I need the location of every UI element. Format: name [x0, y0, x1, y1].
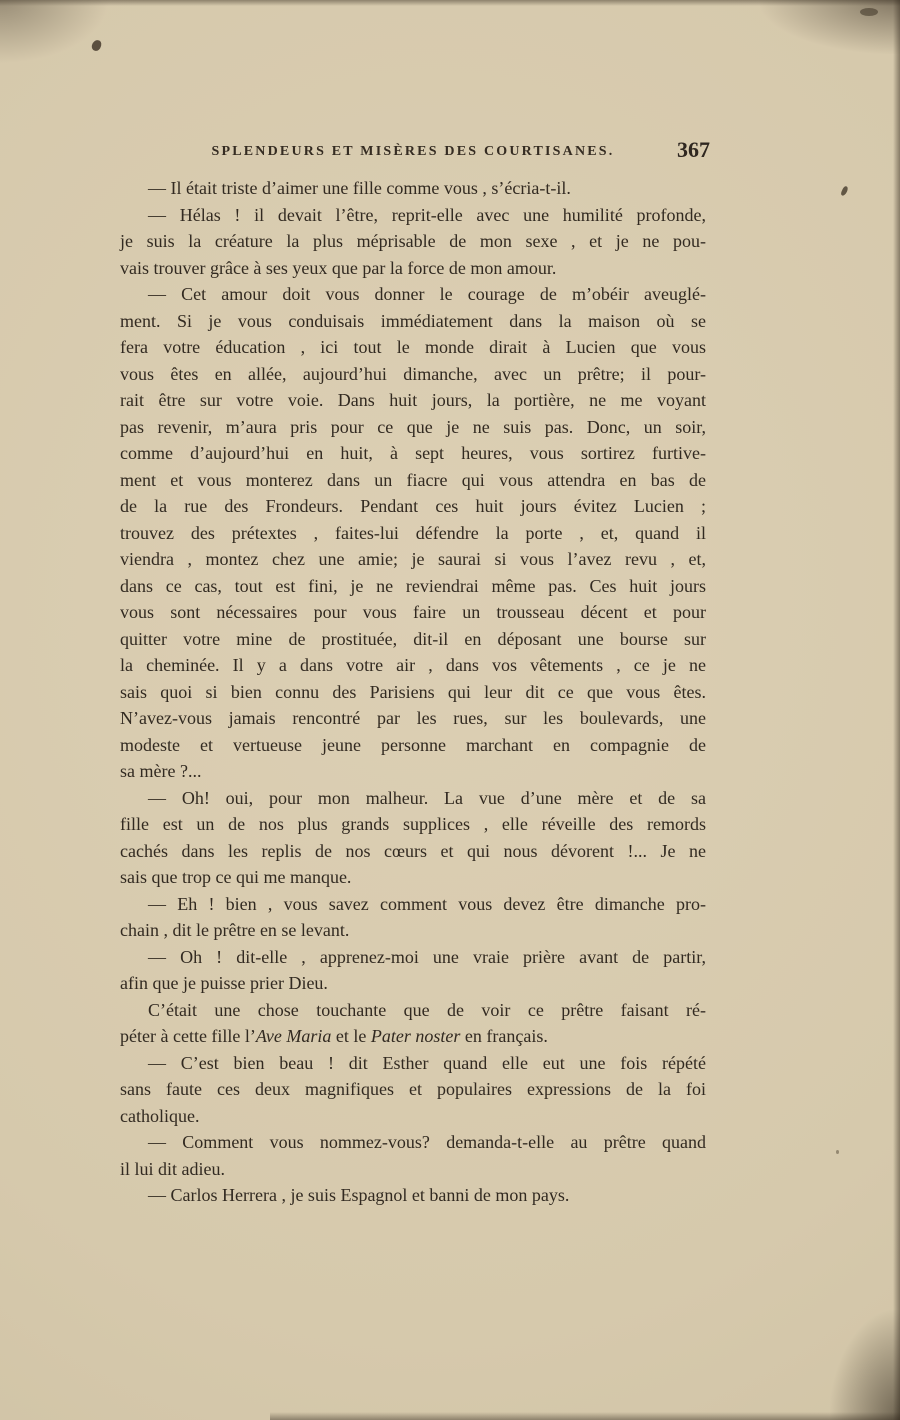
italic-text: Ave Maria [255, 1026, 332, 1046]
scan-edge-top [0, 0, 900, 6]
paragraph [120, 202, 706, 282]
text-line [120, 705, 706, 732]
text-segment: catholique. [120, 1105, 200, 1126]
text-segment: — Cet amour doit vous donner le courage de m’obéir aveuglé- [148, 284, 706, 304]
text-line [120, 1182, 706, 1209]
text-segment: — Comment vous nommez-vous? demanda-t-elle au prêtre quand [148, 1132, 706, 1152]
running-head [120, 137, 710, 166]
paragraph [120, 1129, 706, 1182]
page-content [120, 137, 710, 1209]
ink-speck [836, 1150, 839, 1154]
text-line [120, 1023, 706, 1050]
text-segment: quitter votre mine de prostituée, dit-il en déposant une bourse sur [120, 628, 706, 649]
text-segment: sais quoi si bien connu des Parisiens qui leur dit ce que vous êtes. [120, 681, 706, 702]
text-line [120, 864, 706, 891]
text-segment: — Oh! oui, pour mon malheur. La vue d’une mère et de sa [148, 787, 706, 808]
text-segment: de la rue des Frondeurs. Pendant ces huit jours évitez Lucien ; [120, 496, 706, 516]
paragraph [120, 281, 706, 785]
text-line [120, 175, 706, 202]
text-segment: modeste et vertueuse jeune personne marchant en compagnie de [120, 734, 706, 755]
text-segment: fille est un de nos plus grands supplices , elle réveille des remords [120, 814, 706, 834]
text-segment: péter à cette fille l’ [120, 1026, 256, 1046]
text-segment: C’était une chose touchante que de voir ce prêtre faisant ré- [148, 999, 706, 1020]
paragraph [120, 997, 706, 1050]
text-line [120, 361, 706, 388]
text-segment: il lui dit adieu. [120, 1158, 225, 1179]
paragraph [120, 175, 706, 202]
text-line [120, 599, 706, 626]
text-segment: fera votre éducation , ici tout le monde dirait à Lucien que vous [120, 337, 706, 357]
paragraph [120, 891, 706, 944]
text-line [120, 626, 706, 653]
text-line [120, 520, 706, 547]
text-line [120, 1103, 706, 1130]
text-segment: cachés dans les replis de nos cœurs et qui nous dévorent !... Je ne [120, 840, 706, 861]
text-line [120, 838, 706, 865]
text-line [120, 387, 706, 414]
ink-speck [860, 8, 878, 16]
text-line [120, 758, 706, 785]
text-segment: N’avez-vous jamais rencontré par les rues, sur les boulevards, une [120, 708, 706, 728]
text-line [120, 652, 706, 679]
scan-edge-bottom [270, 1412, 900, 1420]
text-line [120, 811, 706, 838]
text-line [120, 1076, 706, 1103]
italic-text: Pater noster [370, 1026, 461, 1046]
text-segment: sa mère ?... [120, 761, 202, 781]
text-line [120, 308, 706, 335]
text-line [120, 493, 706, 520]
text-block [120, 175, 706, 1209]
text-line [120, 1129, 706, 1156]
text-line [120, 467, 706, 494]
text-segment: dans ce cas, tout est fini, je ne reviendrai même pas. Ces huit jours [120, 575, 706, 596]
scan-corner-smudge-tl [0, 0, 110, 64]
text-line [120, 1050, 706, 1077]
text-segment: je suis la créature la plus méprisable de mon sexe , et je ne pou- [120, 231, 706, 251]
text-segment: ment. Si je vous conduisais immédiatement dans la maison où se [120, 310, 706, 331]
ink-speck [91, 39, 102, 52]
text-segment: ment et vous monterez dans un fiacre qui vous attendra en bas de [120, 469, 706, 490]
running-header-title: SPLENDEURS ET MISÈRES DES COURTISANES. [211, 144, 615, 159]
text-line [120, 997, 706, 1024]
scan-edge-right [893, 0, 900, 1420]
text-segment: sans faute ces deux magnifiques et populaires expressions de la foi [120, 1079, 706, 1099]
text-line [120, 281, 706, 308]
text-segment: trouvez des prétextes , faites-lui défendre la porte , et, quand il [120, 522, 706, 543]
text-line [120, 573, 706, 600]
text-segment: — Eh ! bien , vous savez comment vous devez être dimanche pro- [148, 893, 706, 914]
text-segment: chain , dit le prêtre en se levant. [120, 920, 350, 940]
text-line [120, 970, 706, 997]
text-segment: et le [331, 1026, 371, 1046]
text-line [120, 414, 706, 441]
text-segment: en français. [460, 1026, 548, 1046]
text-line [120, 228, 706, 255]
text-segment: la cheminée. Il y a dans votre air , dans vos vêtements , ce je ne [120, 655, 706, 675]
text-line [120, 202, 706, 229]
text-line [120, 785, 706, 812]
paragraph [120, 944, 706, 997]
page-number: 367 [677, 137, 710, 162]
scan-corner-smudge-tr [760, 0, 900, 54]
paragraph [120, 785, 706, 891]
text-segment: vous sont nécessaires pour vous faire un trousseau décent et pour [120, 602, 706, 622]
text-line [120, 1156, 706, 1183]
text-line [120, 679, 706, 706]
text-line [120, 732, 706, 759]
text-segment: vais trouver grâce à ses yeux que par la force de mon amour. [120, 257, 557, 278]
text-line [120, 546, 706, 573]
text-line [120, 440, 706, 467]
text-segment: — Hélas ! il devait l’être, reprit-elle avec une humilité profonde, [148, 204, 706, 225]
paragraph [120, 1050, 706, 1130]
text-line [120, 891, 706, 918]
text-segment: — Oh ! dit-elle , apprenez-moi une vraie prière avant de partir, [148, 946, 706, 967]
text-segment: rait être sur votre voie. Dans huit jours, la portière, ne me voyant [120, 390, 706, 410]
ink-speck [840, 185, 849, 196]
text-segment: pas revenir, m’aura pris pour ce que je ne suis pas. Donc, un soir, [120, 416, 706, 437]
text-segment: afin que je puisse prier Dieu. [120, 973, 328, 993]
text-line [120, 334, 706, 361]
text-segment: vous êtes en allée, aujourd’hui dimanche, avec un prêtre; il pour- [120, 363, 706, 384]
paragraph [120, 1182, 706, 1209]
text-segment: — C’est bien beau ! dit Esther quand elle eut une fois répété [148, 1052, 706, 1073]
text-segment: — Carlos Herrera , je suis Espagnol et banni de mon pays. [148, 1185, 570, 1205]
text-line [120, 255, 706, 282]
scan-corner-smudge-br [830, 1310, 900, 1420]
text-segment: viendra , montez chez une amie; je saurai si vous l’avez revu , et, [120, 549, 706, 569]
text-line [120, 944, 706, 971]
text-segment: sais que trop ce qui me manque. [120, 867, 352, 887]
text-line [120, 917, 706, 944]
text-segment: — Il était triste d’aimer une fille comme vous , s’écria-t-il. [148, 178, 571, 198]
text-segment: comme d’aujourd’hui en huit, à sept heures, vous sortirez furtive- [120, 443, 706, 463]
